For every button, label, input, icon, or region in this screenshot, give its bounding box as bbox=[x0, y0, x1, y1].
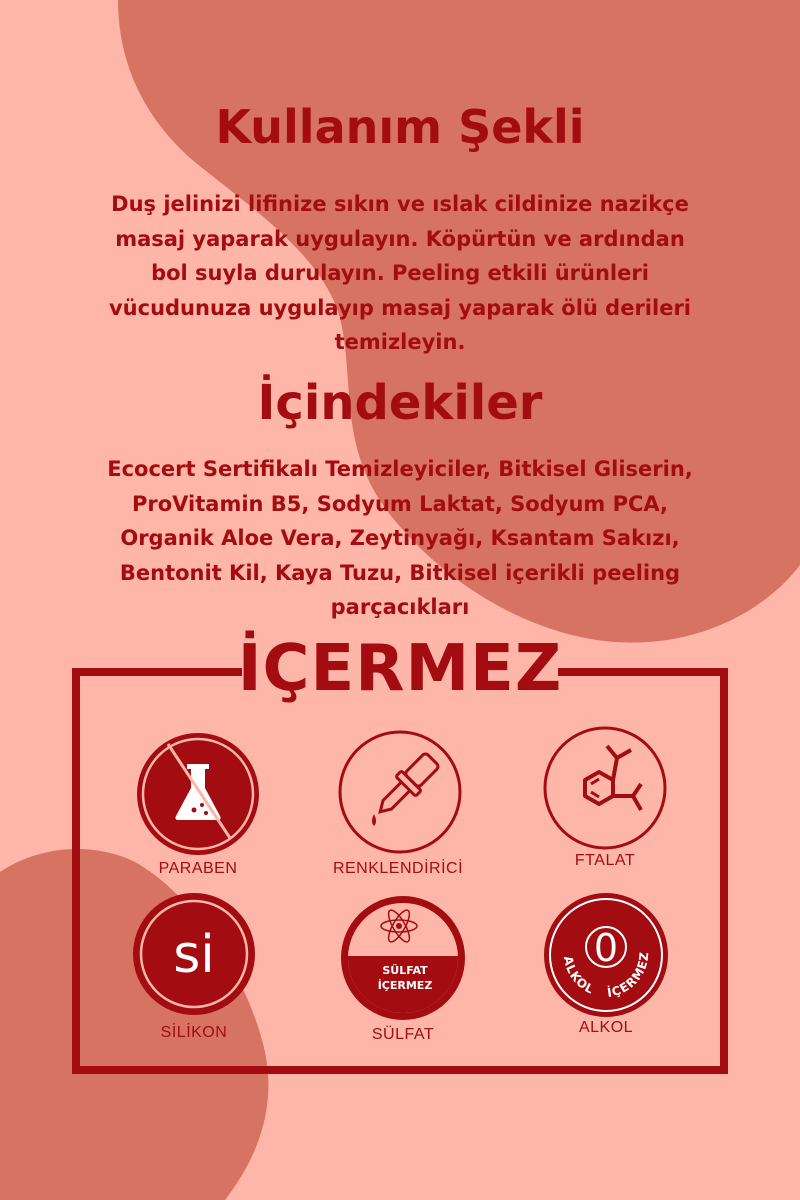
molecule-icon bbox=[541, 724, 669, 852]
alcohol-badge-number: 0 bbox=[593, 926, 619, 970]
label-phthalate: FTALAT bbox=[574, 852, 636, 869]
alcohol-badge-arc-left: ALKOL bbox=[560, 954, 597, 997]
flask-crossed-icon bbox=[134, 730, 262, 858]
free-from-title: İÇERMEZ bbox=[237, 632, 563, 706]
label-sulfate: SÜLFAT bbox=[371, 1026, 435, 1043]
sulfate-badge-line2: İÇERMEZ bbox=[377, 979, 433, 992]
label-paraben: PARABEN bbox=[158, 860, 238, 877]
dropper-icon bbox=[336, 728, 464, 856]
label-colorant: RENKLENDİRİCİ bbox=[332, 860, 464, 877]
alcohol-badge-arc-right: İÇERMEZ bbox=[606, 950, 652, 1000]
ingredients-title: İçindekiler bbox=[257, 375, 543, 431]
sulfate-badge-line1: SÜLFAT bbox=[382, 964, 428, 977]
ingredients-text: Ecocert Sertifikalı Temizleyiciler, Bitkisel Gliserin, ProVitamin B5, Sodyum Laktat, Sodyum PCA, Organik Aloe Vera, Zeytinyağı, Ksantam Sakızı, Bentonit Kil, Kaya Tuzu, Bitkisel içerikli peeling parçacıkları bbox=[107, 457, 693, 619]
usage-text: Duş jelinizi lifinize sıkın ve ıslak cildinize nazikçe masaj yaparak uygulayın. Köpürtün ve ardından bol suyla durulayın. Peeling etkili ürünleri vücudunuza uygulayıp masaj yaparak ölü derileri temizleyin. bbox=[108, 192, 691, 354]
label-silicone: SİLİKON bbox=[160, 1024, 228, 1041]
atom-icon bbox=[339, 894, 467, 1022]
usage-title: Kullanım Şekli bbox=[215, 100, 585, 154]
silicone-symbol: si bbox=[173, 925, 215, 985]
zero-alcohol-icon bbox=[542, 891, 670, 1019]
label-alcohol: ALKOL bbox=[578, 1019, 634, 1036]
si-icon bbox=[130, 890, 258, 1018]
